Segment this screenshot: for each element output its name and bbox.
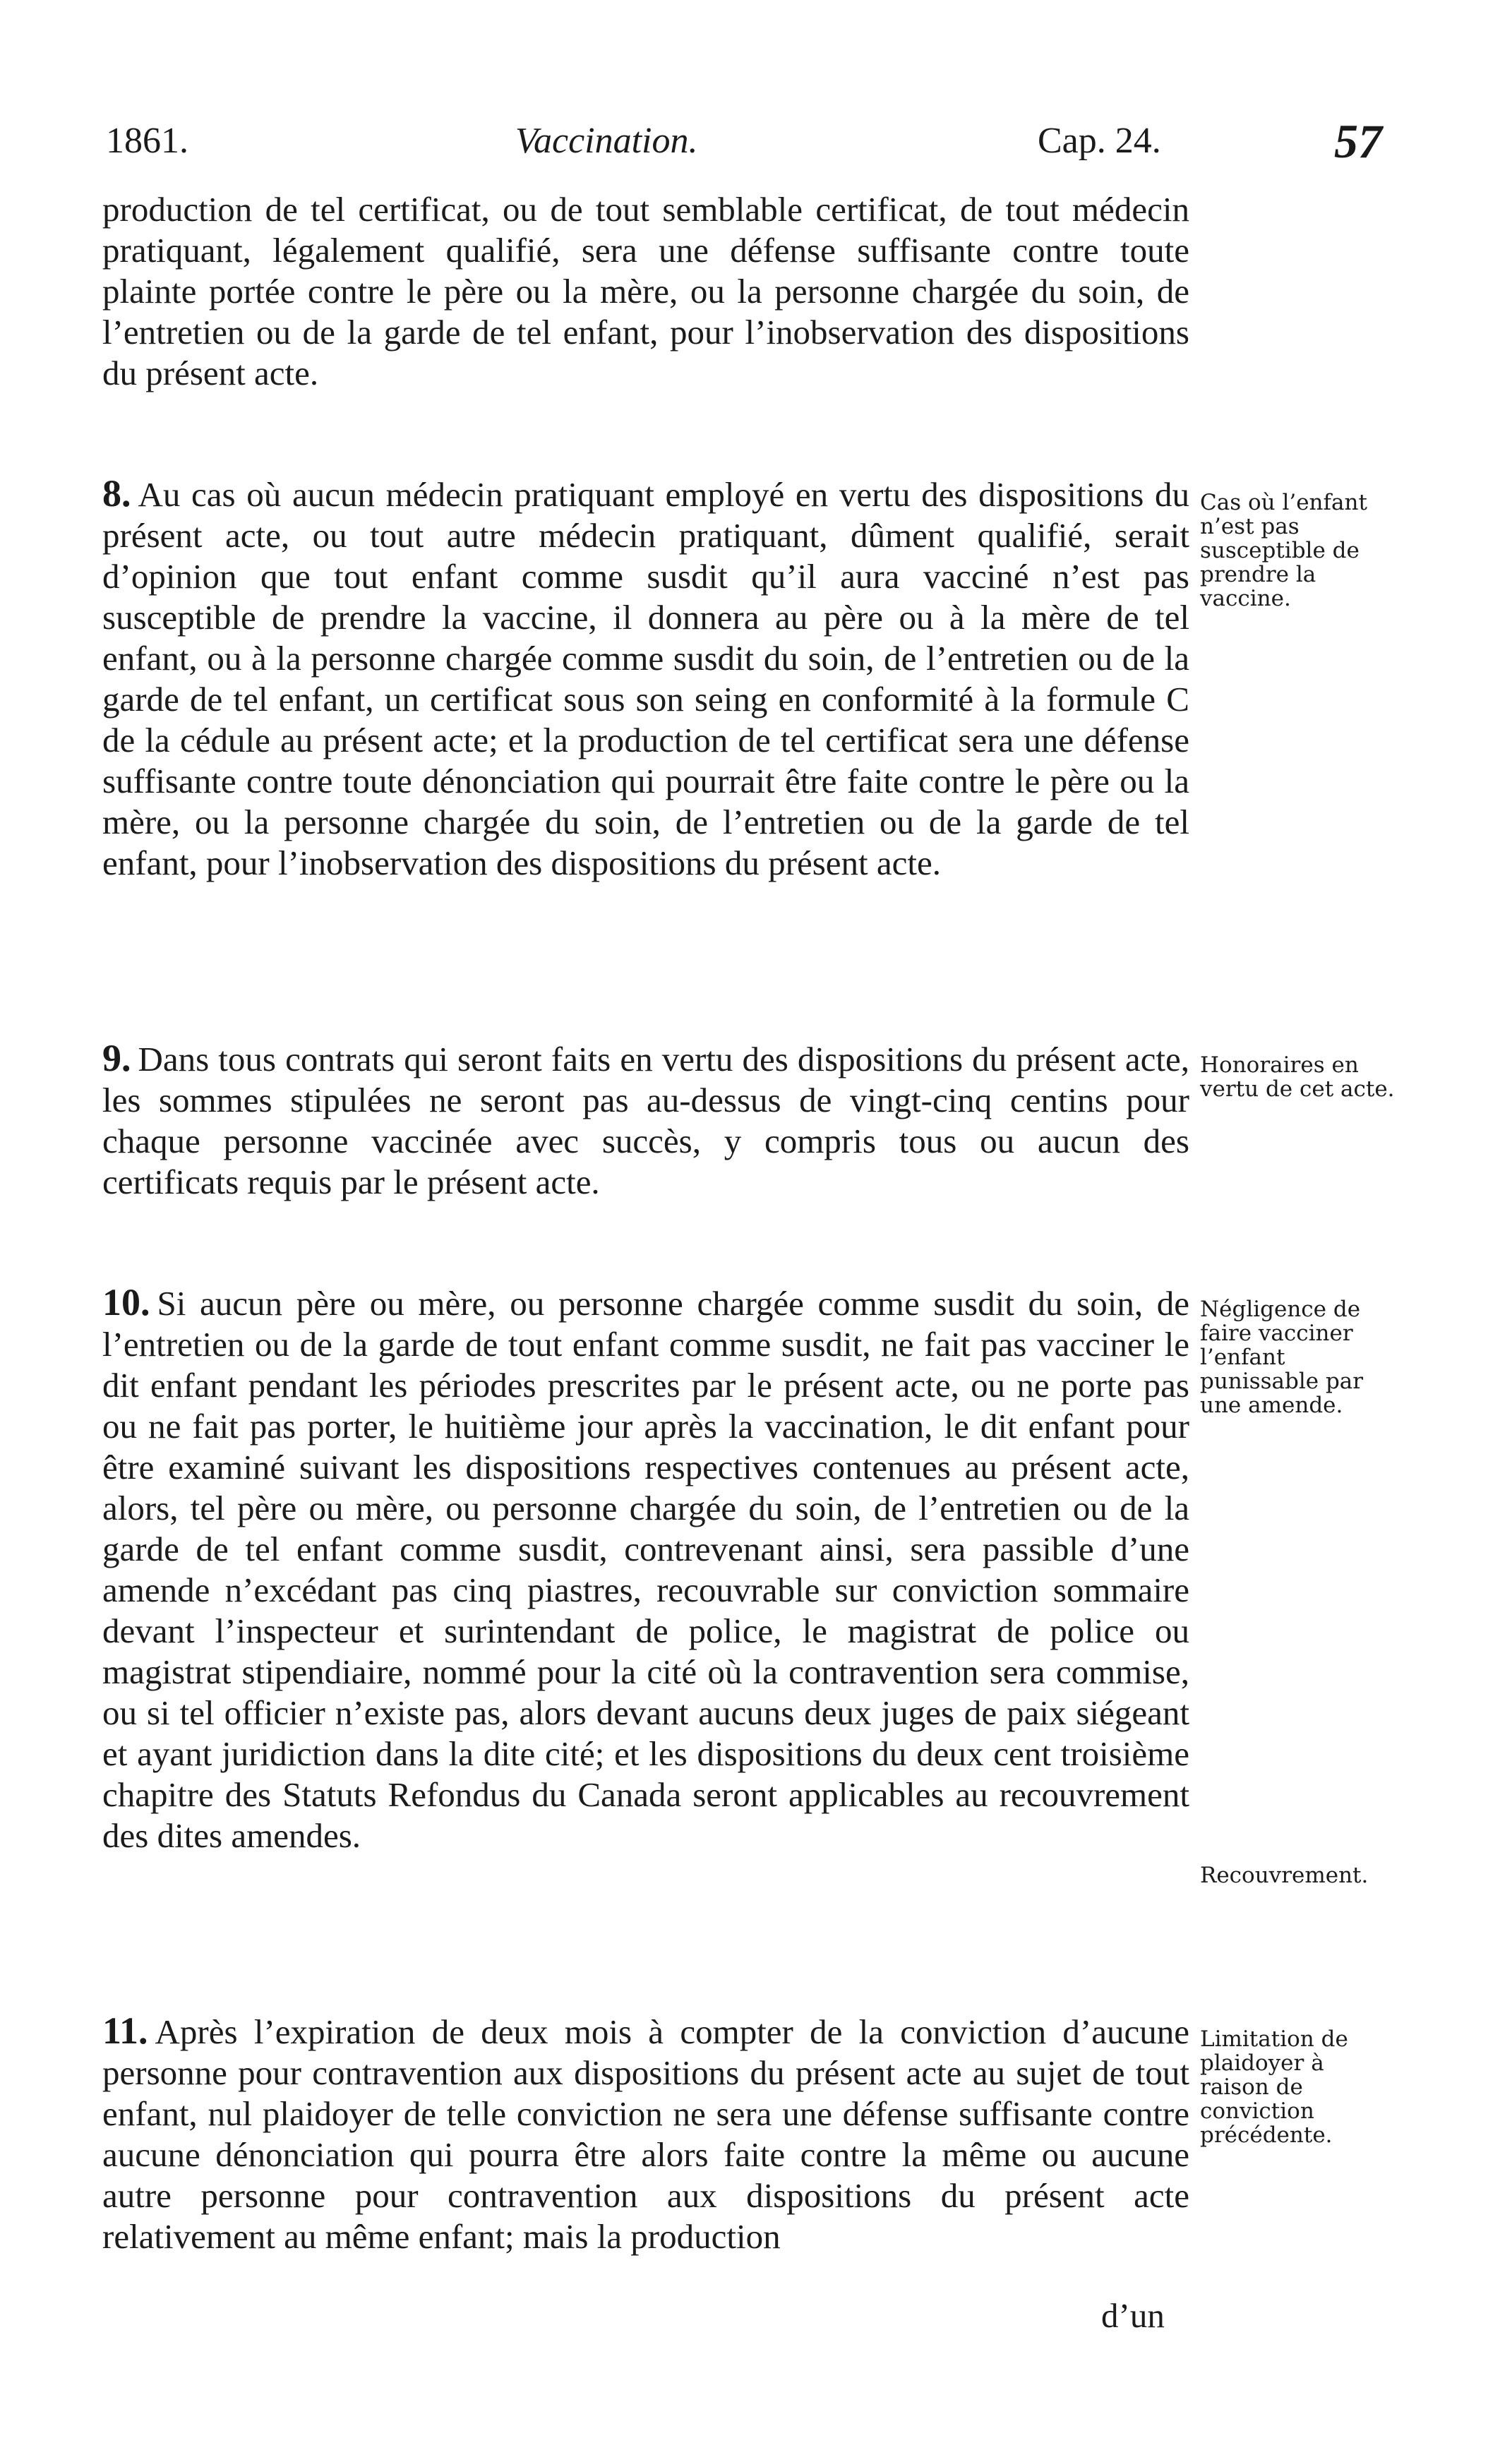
- section-text: Au cas où aucun médecin pratiquant employé en vertu des dispositions du présent acte, ou tout autre médecin pratiquant, dûment qualifié, serait d’opinion que tout enfant comme susdit qu’il aura vacciné n’est pas susceptible de prendre la vaccine, il donnera au père ou à la mère de tel enfant, ou à la personne chargée comme susdit du soin, de l’entretien ou de la garde de tel enfant, un certificat sous son seing en conformité à la formule C de la cédule au présent acte; et la production de tel certificat sera une défense suffisante contre toute dénonciation qui pourrait être faite contre le père ou la mère, ou la personne chargée du soin, de l’entretien ou de la garde de tel enfant, pour l’inobservation des dispositions du présent acte.: [102, 475, 1189, 882]
- section-11: [102, 2010, 1189, 2257]
- margin-note-recouvrement: Recouvrement.: [1200, 1863, 1369, 1888]
- margin-note-section-8: Cas où l’enfant n’est pas susceptible de prendre la vaccine.: [1200, 490, 1367, 611]
- section-9: [102, 1038, 1189, 1203]
- margin-note-section-9: Honoraires en vertu de cet acte.: [1200, 1052, 1395, 1102]
- catchword: d’un: [1101, 2296, 1165, 2335]
- header-title: Vaccination.: [515, 121, 698, 161]
- section-number: 11.: [102, 2010, 148, 2052]
- header-chapter: Cap. 24.: [1038, 121, 1161, 161]
- header-year: 1861.: [106, 121, 188, 161]
- section-8: [102, 473, 1189, 884]
- section-number: 10.: [102, 1281, 150, 1323]
- section-number: 8.: [102, 472, 131, 515]
- margin-note-section-10: Négligence de faire vacciner l’enfant punissable par une amende.: [1200, 1297, 1364, 1418]
- margin-note-section-11: Limitation de plaidoyer à raison de conviction précédente.: [1200, 2026, 1348, 2148]
- section-number: 9.: [102, 1037, 131, 1079]
- page-number: 57: [1334, 114, 1382, 168]
- paragraph-continuation: [102, 189, 1189, 394]
- section-text: Dans tous contrats qui seront faits en vertu des dispositions du présent acte, les sommes stipulées ne seront pas au-dessus de vingt-cinq centins pour chaque personne vaccinée avec succès, y compris tous ou aucun des certificats requis par le présent acte.: [102, 1040, 1189, 1201]
- paragraph-text: production de tel certificat, ou de tout semblable certificat, de tout médecin pratiquant, légalement qualifié, sera une défense suffisante contre toute plainte portée contre le père ou la mère, ou la personne chargée du soin, de l’entretien ou de la garde de tel enfant, pour l’inobservation des dispositions du présent acte.: [102, 190, 1189, 392]
- section-text: Si aucun père ou mère, ou personne chargée comme susdit du soin, de l’entretien ou de la garde de tout enfant comme susdit, ne fait pas vacciner le dit enfant pendant les périodes prescrites par le présent acte, ou ne porte pas ou ne fait pas porter, le huitième jour après la vaccination, le dit enfant pour être examiné suivant les dispositions respectives contenues au présent acte, alors, tel père ou mère, ou personne chargée du soin, de l’entretien ou de la garde de tel enfant comme susdit, contrevenant ainsi, sera passible d’une amende n’excédant pas cinq piastres, recouvrable sur conviction sommaire devant l’inspecteur et surintendant de police, le magistrat de police ou magistrat stipendiaire, nommé pour la cité où la contravention sera commise, ou si tel officier n’existe pas, alors devant aucuns deux juges de paix siégeant et ayant juridiction dans la dite cité; et les dispositions du deux cent troisième chapitre des Statuts Refondus du Canada seront applicables au recouvrement des dites amendes.: [102, 1284, 1189, 1855]
- section-text: Après l’expiration de deux mois à compter de la conviction d’aucune personne pour contravention aux dispositions du présent acte au sujet de tout enfant, nul plaidoyer de telle conviction ne sera une défense suffisante contre aucune dénonciation qui pourra être alors faite contre la même ou aucune autre personne pour contravention aux dispositions du présent acte relativement au même enfant; mais la production: [102, 2012, 1189, 2256]
- section-10: [102, 1282, 1189, 1856]
- running-header: [106, 113, 1398, 169]
